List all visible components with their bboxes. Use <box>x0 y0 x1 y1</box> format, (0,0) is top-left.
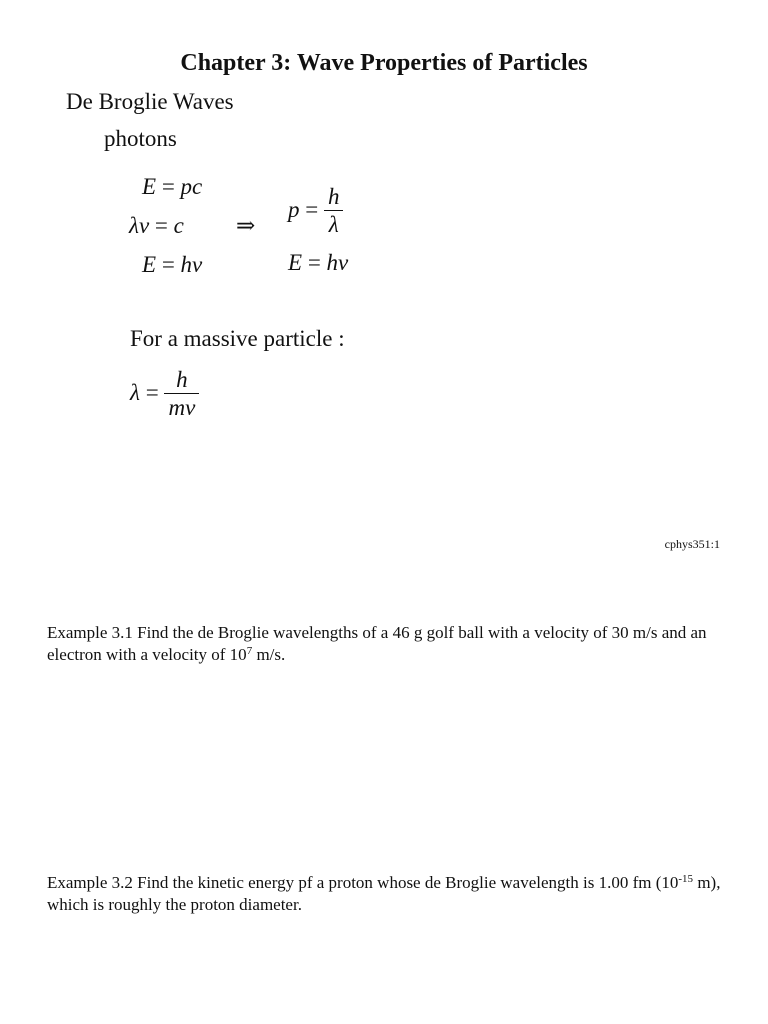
equation-lambda-nu-c <box>129 213 184 239</box>
massive-lhs: λ <box>130 379 140 405</box>
massive-numerator: h <box>176 367 188 392</box>
photons-heading: photons <box>104 126 177 151</box>
massive-denominator: mv <box>168 395 196 420</box>
eq1-rhs: pc <box>180 174 203 199</box>
example-3-1-text: Example 3.1 Find the de Broglie wavelengths of a 46 g golf ball with a velocity of 30 m/s and an electron with a velocity of 10 <box>47 623 707 664</box>
fraction-numerator: h <box>327 184 340 209</box>
example-3-1-tail: m/s. <box>252 645 286 664</box>
massive-particle-label: For a massive particle : <box>130 326 345 351</box>
eq2-op: = <box>149 213 174 238</box>
result-e-op: = <box>302 250 327 275</box>
result-e-rhs: hν <box>326 250 349 275</box>
example-3-2-exponent: -15 <box>678 873 694 885</box>
fraction-h-over-lambda <box>324 184 344 239</box>
equation-e-pc <box>142 174 202 200</box>
page-title: Chapter 3: Wave Properties of Particles <box>180 50 588 76</box>
eq1-op: = <box>156 174 181 199</box>
example-3-1 <box>47 622 737 666</box>
implies-arrow: ⇒ <box>236 213 256 238</box>
section-subtitle: De Broglie Waves <box>66 89 234 114</box>
eq3-lhs: E <box>142 252 157 277</box>
eq2-lhs: λν <box>129 213 150 238</box>
result-p-op: = <box>299 196 324 222</box>
example-3-1-exponent: 7 <box>246 645 253 657</box>
fraction-h-over-mv <box>164 367 199 422</box>
equation-lambda-h-over-mv <box>130 367 199 422</box>
eq1-lhs: E <box>142 174 157 199</box>
example-3-2-text: Example 3.2 Find the kinetic energy pf a proton whose de Broglie wavelength is 1.00 fm (10 <box>47 873 679 892</box>
equation-p-h-over-lambda <box>288 184 343 239</box>
example-3-2-tail: m), which is roughly the proton diameter. <box>47 873 721 914</box>
massive-op: = <box>139 379 165 405</box>
eq2-rhs: c <box>173 213 184 238</box>
eq3-rhs: hν <box>180 252 203 277</box>
eq3-op: = <box>156 252 181 277</box>
equation-e-hnu-result <box>288 250 348 276</box>
page-footer-code: cphys351:1 <box>664 537 720 551</box>
fraction-denominator: λ <box>328 212 339 237</box>
result-p-lhs: p <box>288 196 300 222</box>
result-e-lhs: E <box>288 250 303 275</box>
example-3-2 <box>47 872 737 916</box>
equation-e-hnu <box>142 252 202 278</box>
